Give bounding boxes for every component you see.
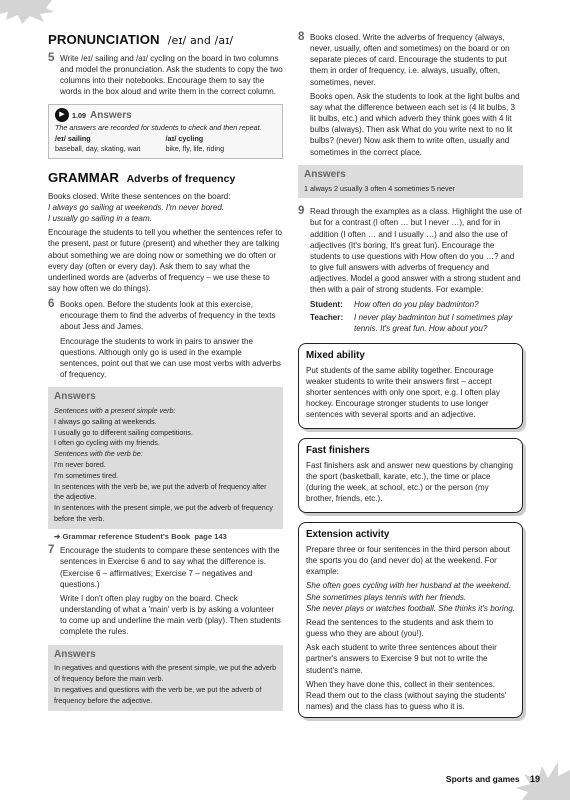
page-number: 19 xyxy=(529,774,540,785)
dialogue-line: How often do you play badminton? xyxy=(354,299,479,309)
example-sentence: I always go sailing at weekends. I'm never bored. xyxy=(48,202,225,212)
example-sentence: She sometimes plays tennis with her friends. xyxy=(306,592,467,602)
answer-line: Sentences with the verb be: xyxy=(54,449,143,459)
exercise-text: Write I don't often play rugby on the board. Check understanding of what a 'main' verb is by asking a volunteer to come up and underline the main verb (play). Then students complete the rules. xyxy=(60,593,281,637)
answers-box-6 xyxy=(48,387,283,529)
right-column xyxy=(298,32,523,718)
audio-note: The answers are recorded for students to check and then repeat. xyxy=(55,123,262,133)
column-heading: /aɪ/ cycling xyxy=(165,134,204,144)
exercise-number: 9 xyxy=(298,205,305,218)
example-sentence: I usually go sailing in a team. xyxy=(48,214,152,224)
exercise-6 xyxy=(48,299,283,383)
answers-box-8 xyxy=(298,165,523,199)
arrow-right-icon: ➔ xyxy=(54,531,61,541)
exercise-text: Read through the examples as a class. Highlight the use of but for a contrast (I often … but I never …), and for in addition (I often … and I usually …) and also the use of adjectives (It's boring, It's great fun). Encourage the students to use questions with How often do you …? and to give full answers with adverbs of frequency and adjectives. Model a good answer with a strong student and then with a pair of strong students. For example: xyxy=(310,207,522,295)
exercise-8 xyxy=(298,32,523,161)
fast-finishers-box xyxy=(298,438,523,513)
answer-line: I'm never bored. xyxy=(54,460,106,470)
answer-line: I always go sailing at weekends. xyxy=(54,416,157,426)
extension-activity-box xyxy=(298,522,523,718)
section-name: Sports and games xyxy=(445,774,520,785)
exercise-7 xyxy=(48,545,283,640)
box-text: Prepare three or four sentences in the third person about the sports you do (and never do) at the weekend. For example: xyxy=(306,544,510,577)
grammar-reference-link[interactable]: ➔ Grammar reference Student's Book page 143 xyxy=(54,531,227,541)
box-title: Fast finishers xyxy=(306,445,370,457)
word-list: bike, fly, life, riding xyxy=(165,144,225,154)
mixed-ability-box xyxy=(298,343,523,429)
speaker-label: Student: xyxy=(310,299,343,309)
exercise-text: Encourage the students to work in pairs to answer the questions. Although only go is used in the example sentences, point out that we can use most verbs with adverbs of frequency. xyxy=(60,336,281,380)
exercise-5 xyxy=(48,53,283,101)
exercise-text: Books open. Ask the students to look at the light bulbs and say what the difference between each set is (4 lit bulbs, 3 lit bulbs, etc.) and which adverb they think goes with 4 lit bulbs (always). Then ask What do you write next to no lit bulbs? (never) Now ask them to write often, usually and sometimes in the correct place. xyxy=(310,91,520,157)
speaker-label: Teacher: xyxy=(310,312,344,322)
grammar-intro: Books closed. Write these sentences on the board: xyxy=(48,191,231,201)
pronunciation-heading: PRONUNCIATION /eɪ/ and /aɪ/ xyxy=(48,32,234,47)
example-sentence: She never plays or watches football. She thinks it's boring. xyxy=(306,603,515,613)
answers-label: Answers xyxy=(90,109,132,121)
exercise-text: Books open. Before the students look at this exercise, encourage them to find the adverbs of frequency in the texts about Jess and James. xyxy=(60,300,276,332)
audio-answers-box xyxy=(48,104,283,159)
answer-line: 1 always 2 usually 3 often 4 sometimes 5 never xyxy=(304,183,456,193)
dialogue-line: I never play badminton but I sometimes play tennis. It's great fun. How about you? xyxy=(354,312,513,333)
exercise-text: Write /eɪ/ sailing and /aɪ/ cycling on the board in two columns and model the pronunciation. Ask the students to copy the two columns into their notebooks. Encourage them to say the words in the box aloud and write them in the correct column. xyxy=(60,53,283,97)
answer-line: In negatives and questions with the present simple, we put the adverb of frequency before the main verb. xyxy=(54,663,277,684)
exercise-number: 7 xyxy=(48,544,55,557)
audio-track-number: 1.09 xyxy=(72,110,86,120)
box-text: When they have done this, collect in their sentences. Read them out to the class (without saying the students' names) and the class has to guess who it is. xyxy=(306,679,507,712)
left-column xyxy=(48,32,283,711)
play-audio-icon[interactable]: ▶ xyxy=(55,108,69,122)
exercise-9 xyxy=(298,206,523,334)
page-footer xyxy=(446,773,540,786)
column-heading: /eɪ/ sailing xyxy=(55,134,91,144)
answer-line: In sentences with the present simple, we put the adverb of frequency before the verb. xyxy=(54,503,273,524)
exercise-number: 6 xyxy=(48,298,55,311)
answer-line: In sentences with the verb be, we put the adverb of frequency after the adjective. xyxy=(54,481,267,502)
grammar-paragraph: Encourage the students to tell you whether the sentences refer to the present, past or future (present) and whether they are talking about something we are doing now or something we do often or every day (often or every day). Ask them to say what the underlined words are (adverbs of frequency – we use these to say how often we do things). xyxy=(48,228,282,294)
answer-line: Sentences with a present simple verb: xyxy=(54,406,176,416)
box-title: Mixed ability xyxy=(306,350,365,362)
exercise-text: Encourage the students to compare these sentences with the sentences in Exercise 6 and to say what the difference is. (Exercise 6 – affirmatives; Exercise 7 – negatives and questions.) xyxy=(60,546,280,589)
example-sentence: She often goes cycling with her husband at the weekend. xyxy=(306,581,511,591)
exercise-number: 8 xyxy=(298,31,305,43)
model-dialogue xyxy=(310,299,523,334)
answer-line: I usually go to different sailing competitions. xyxy=(54,427,193,437)
answers-label: Answers xyxy=(54,391,96,403)
box-text: Fast finishers ask and answer new questions by changing the sport (basketball, karate, etc.), the time or place (during the week, at school, etc.) or the person (my brother, friends, etc.). xyxy=(306,460,513,504)
box-text: Read the sentences to the students and ask them to guess who they are about (you!). xyxy=(306,617,494,639)
answers-label: Answers xyxy=(304,168,346,180)
answer-line: In negatives and questions with the verb be, we put the adverb of frequency before the adjective. xyxy=(54,684,262,705)
box-text: Ask each student to write three sentences about their partner's answers to Exercise 9 but not to write the student's name. xyxy=(306,643,497,675)
answer-line: I'm sometimes tired. xyxy=(54,470,119,480)
exercise-number: 5 xyxy=(48,51,55,64)
box-title: Extension activity xyxy=(306,529,390,541)
answers-box-7 xyxy=(48,645,283,711)
corner-splash-decoration xyxy=(0,0,54,24)
exercise-text: Books closed. Write the adverbs of frequency (always, never, usually, often and sometimes) on the board or on separate pieces of card. Encourage the students to put them in order of frequency, i.e. always, usually, often, sometimes, never. xyxy=(310,33,510,87)
box-text: Put students of the same ability together. Encourage weaker students to write their answers first – accept shorter sentences with only one sport, e.g. I often play hockey. Encourage stronger students to use longer sentences with several sports and an adjective. xyxy=(306,365,500,420)
grammar-heading: GRAMMAR Adverbs of frequency xyxy=(48,170,236,186)
answers-label: Answers xyxy=(54,648,96,660)
answer-line: I often go cycling with my friends. xyxy=(54,438,160,448)
word-list: baseball, day, skating, wait xyxy=(55,144,141,154)
